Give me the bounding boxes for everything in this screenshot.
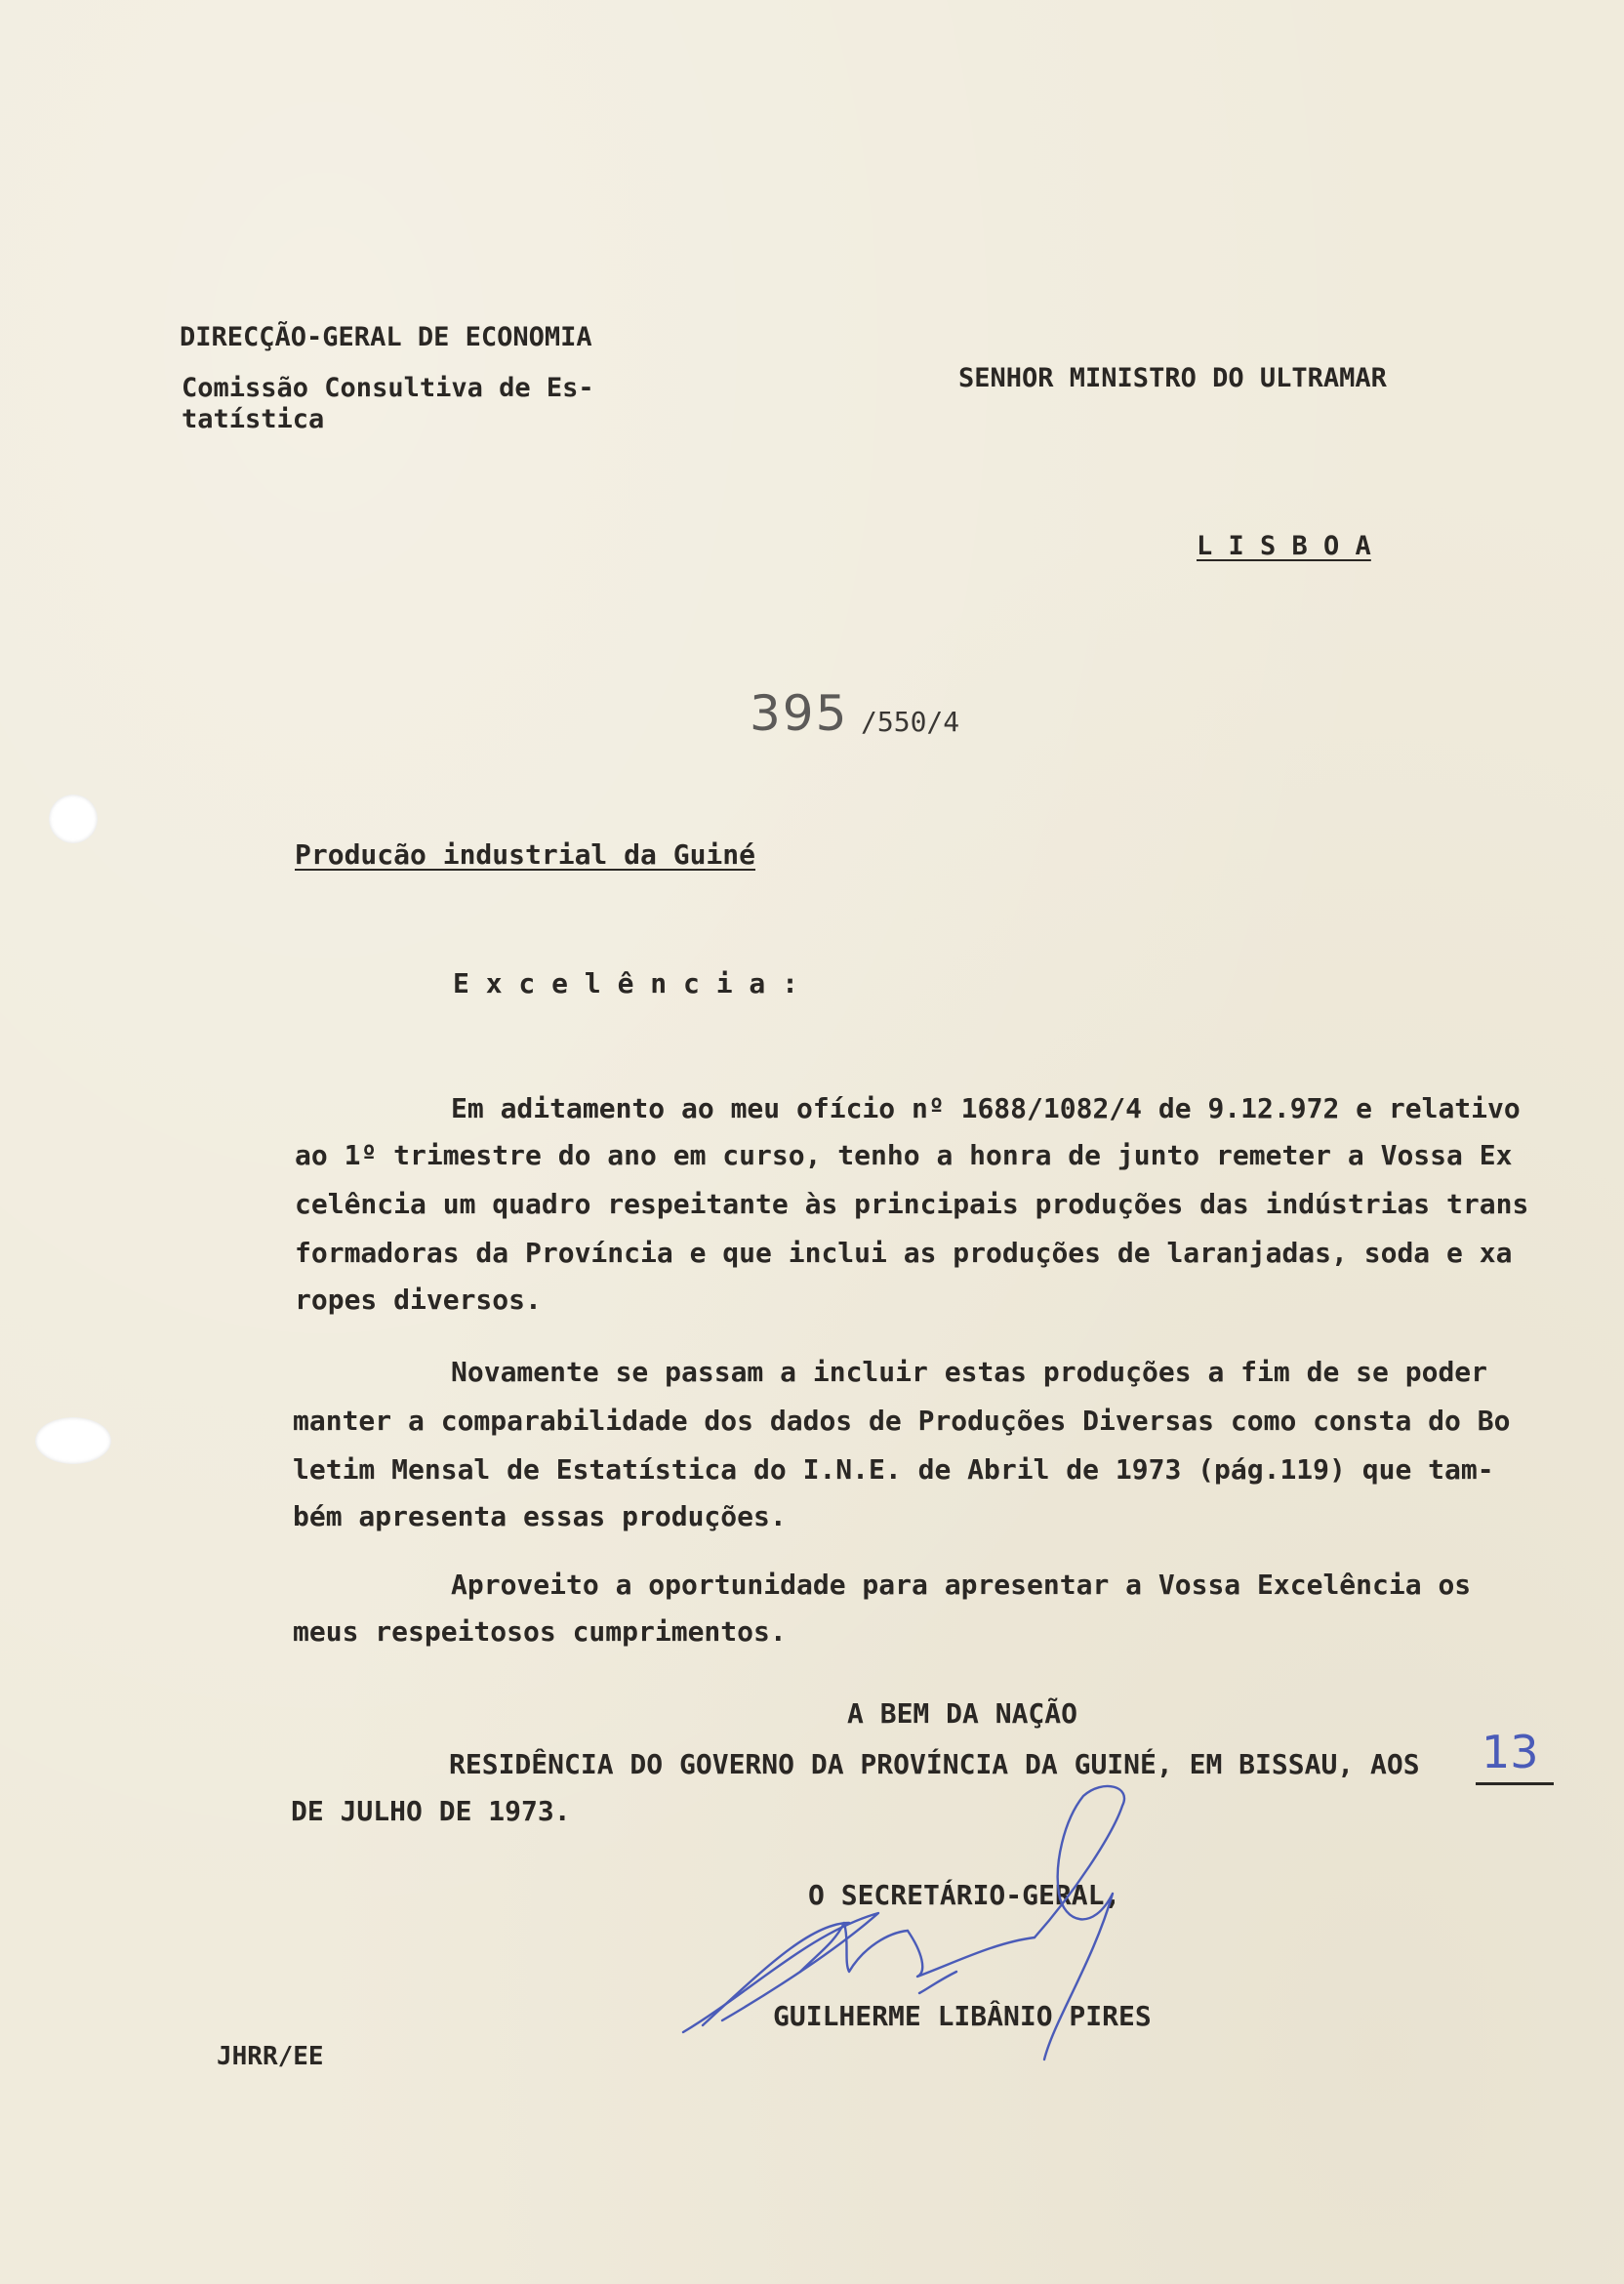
reference-suffix: /550/4: [861, 706, 960, 738]
commission-line-1: Comissão Consultiva de Es-: [182, 373, 594, 403]
punch-hole-bottom: [35, 1417, 111, 1464]
salutation: E x c e l ê n c i a :: [453, 967, 799, 999]
body-p1-line4: formadoras da Província e que inclui as produções de laranjadas, soda e xa: [295, 1237, 1513, 1269]
body-p2-line2: manter a comparabilidade dos dados de Produções Diversas como consta do Bo: [293, 1405, 1511, 1437]
subject: Producão industrial da Guiné: [295, 838, 756, 871]
handwritten-day: 13: [1482, 1726, 1539, 1778]
commission-line-2: tatística: [182, 404, 325, 434]
punch-hole-top: [49, 795, 98, 843]
body-p2-line3: letim Mensal de Estatística do I.N.E. de Abril de 1973 (pág.119) que tam-: [293, 1453, 1494, 1486]
day-underline: [1476, 1782, 1554, 1785]
typist-initials: JHRR/EE: [217, 2042, 324, 2071]
place-line: RESIDÊNCIA DO GOVERNO DA PROVÍNCIA DA GUINÉ, EM BISSAU, AOS: [449, 1748, 1420, 1780]
body-p1-line2: ao 1º trimestre do ano em curso, tenho a honra de junto remeter a Vossa Ex: [295, 1139, 1513, 1171]
motto: A BEM DA NAÇÃO: [847, 1697, 1078, 1730]
body-p1-line3: celência um quadro respeitante às principais produções das indústrias trans: [295, 1188, 1529, 1220]
body-p2-line4: bém apresenta essas produções.: [293, 1500, 787, 1532]
date-line: DE JULHO DE 1973.: [291, 1795, 571, 1827]
addressee: SENHOR MINISTRO DO ULTRAMAR: [958, 363, 1387, 393]
handwritten-signature: [664, 1776, 1249, 2069]
city: L I S B O A: [1197, 531, 1371, 561]
handwritten-reference-number: 395: [750, 685, 849, 742]
body-p1-line5: ropes diversos.: [295, 1284, 542, 1316]
body-p3-line2: meus respeitosos cumprimentos.: [293, 1615, 787, 1648]
body-p1-line1: Em aditamento ao meu ofício nº 1688/1082/4 de 9.12.972 e relativo: [451, 1092, 1521, 1124]
body-p2-line1: Novamente se passam a incluir estas produções a fim de se poder: [451, 1356, 1488, 1388]
signatory-title: O SECRETÁRIO-GERAL,: [808, 1879, 1121, 1911]
signatory-name: GUILHERME LIBÂNIO PIRES: [773, 2000, 1152, 2032]
body-p3-line1: Aproveito a oportunidade para apresentar a Vossa Excelência os: [451, 1569, 1472, 1601]
department-name: DIRECÇÃO-GERAL DE ECONOMIA: [180, 322, 592, 352]
